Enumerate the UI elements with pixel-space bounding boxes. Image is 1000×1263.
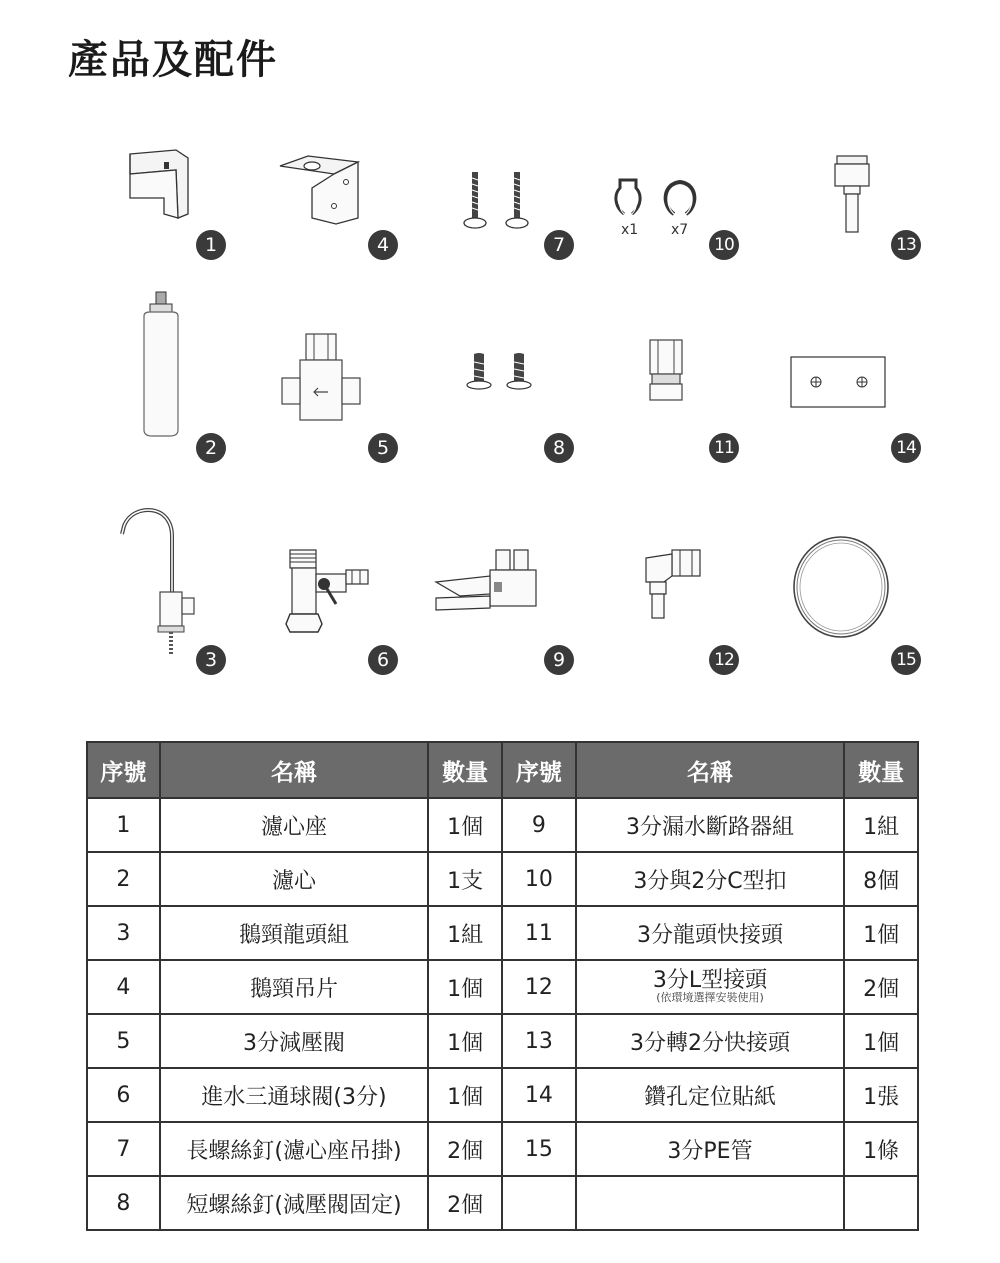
cell-text: 3分轉2分快接頭 [629, 1030, 790, 1056]
cell-text: 短螺絲釘(減壓閥固定) [186, 1192, 402, 1218]
table-cell-no [87, 960, 160, 1014]
cell-text: 濾心座 [260, 814, 327, 840]
part-number-badge: 6 [368, 645, 398, 675]
table-cell-no [502, 852, 576, 906]
part-number-badge: 2 [196, 433, 226, 463]
table-cell-no [502, 1014, 576, 1068]
elbow-connector-icon [642, 546, 706, 626]
part-number-badge: 8 [544, 433, 574, 463]
cell-text: 進水三通球閥(3分) [201, 1084, 387, 1110]
table-cell-no [502, 906, 576, 960]
cell-text: 3 [116, 920, 131, 946]
faucet-icon [116, 506, 198, 662]
cell-text: 15 [524, 1136, 553, 1162]
table-cell-qty [844, 1068, 918, 1122]
cell-text: 3分龍頭快接頭 [636, 922, 783, 948]
table-cell-qty [428, 1014, 502, 1068]
table-cell-qty [428, 798, 502, 852]
cell-text: 1個 [447, 1084, 484, 1110]
cell-text: 11 [524, 920, 553, 946]
cell-text: 1組 [447, 922, 484, 948]
table-cell-name [160, 1014, 429, 1068]
table-cell-no [87, 1068, 160, 1122]
table-cell-qty [428, 852, 502, 906]
reducer-connector-icon [832, 154, 872, 240]
part-number-badge: 10 [709, 230, 739, 260]
page-title: 產品及配件 [68, 37, 278, 83]
table-header-row [87, 742, 918, 798]
long-screws-icon [458, 170, 538, 236]
cell-text: 鑽孔定位貼紙 [643, 1084, 776, 1110]
table-cell-name [160, 960, 429, 1014]
part-number-badge: 7 [544, 230, 574, 260]
table-cell-name [160, 1122, 429, 1176]
table-cell-qty [844, 852, 918, 906]
cell-text: 長螺絲釘(濾心座吊掛) [186, 1138, 402, 1164]
table-row [87, 852, 918, 906]
table-cell-name [160, 906, 429, 960]
table-row [87, 1176, 918, 1230]
bracket-icon [278, 152, 363, 231]
cell-text: 2個 [447, 1192, 484, 1218]
table-cell-name [160, 1068, 429, 1122]
cell-text: 13 [524, 1028, 553, 1054]
cell-text: 1個 [863, 1030, 900, 1056]
clip-quantity-label: x1 [621, 222, 639, 238]
cell-text: 8 [116, 1190, 131, 1216]
table-row [87, 1122, 918, 1176]
table-row [87, 798, 918, 852]
table-cell-name [576, 1122, 845, 1176]
cell-text: 2 [116, 866, 131, 892]
table-cell-qty [428, 1122, 502, 1176]
table-cell-qty [844, 906, 918, 960]
drill-sticker-icon [790, 356, 886, 412]
table-cell-name [576, 1176, 845, 1230]
table-cell-name [576, 852, 845, 906]
ball-valve-icon [276, 544, 376, 640]
cell-text: 1個 [447, 814, 484, 840]
cell-text: 1 [116, 812, 131, 838]
table-row [87, 1014, 918, 1068]
part-number-badge: 11 [709, 433, 739, 463]
cell-text: 4 [116, 974, 131, 1000]
table-cell-no [502, 1068, 576, 1122]
clip-quantity-label: x7 [671, 222, 689, 238]
part-number-badge: 9 [544, 645, 574, 675]
column-header: 數量 [428, 742, 502, 798]
part-number-badge: 1 [196, 230, 226, 260]
cell-text: 1個 [447, 976, 484, 1002]
cell-text: 3分減壓閥 [242, 1030, 345, 1056]
cell-text: 5 [116, 1028, 131, 1054]
c-clips-icon [612, 176, 707, 225]
table-cell-no [87, 906, 160, 960]
short-screws-icon [462, 352, 542, 396]
table-cell-no [87, 1014, 160, 1068]
cell-text: 3分與2分C型扣 [633, 868, 787, 894]
cell-text: 3分L型接頭 [652, 968, 768, 993]
pe-tube-icon [790, 534, 892, 644]
cell-text: 2個 [863, 976, 900, 1002]
table-cell-qty [844, 1122, 918, 1176]
cell-text: 1個 [863, 922, 900, 948]
cell-text: 鵝頸吊片 [249, 976, 338, 1002]
table-row [87, 960, 918, 1014]
table-row [87, 906, 918, 960]
table-cell-qty [844, 1014, 918, 1068]
column-header: 數量 [844, 742, 918, 798]
column-header: 名稱 [576, 742, 845, 798]
filter-cartridge-icon [140, 290, 182, 444]
cell-text: 1張 [863, 1084, 900, 1110]
table-cell-qty [428, 1068, 502, 1122]
table-cell-name [576, 960, 845, 1014]
cell-text: 9 [531, 812, 546, 838]
table-cell-name [160, 798, 429, 852]
table-cell-qty [844, 960, 918, 1014]
quick-connector-icon [646, 338, 686, 410]
table-cell-qty [844, 1176, 918, 1230]
part-number-badge: 12 [709, 645, 739, 675]
cell-text: 2個 [447, 1138, 484, 1164]
part-number-badge: 13 [891, 230, 921, 260]
table-cell-name [576, 1014, 845, 1068]
table-cell-no [502, 960, 576, 1014]
part-number-badge: 3 [196, 645, 226, 675]
cell-text: 鵝頸龍頭組 [238, 922, 349, 948]
cell-text: 1條 [863, 1138, 900, 1164]
cell-text: 8個 [863, 868, 900, 894]
table-cell-qty [428, 1176, 502, 1230]
table-cell-no [502, 798, 576, 852]
table-cell-name [160, 1176, 429, 1230]
cell-text: 6 [116, 1082, 131, 1108]
table-cell-qty [844, 798, 918, 852]
cell-text: 1支 [447, 868, 484, 894]
cell-text: 濾心 [271, 868, 316, 894]
part-number-badge: 5 [368, 433, 398, 463]
install-note: (依環境選擇安裝使用) [656, 991, 764, 1004]
part-number-badge: 14 [891, 433, 921, 463]
cell-text: 12 [524, 974, 553, 1000]
filter-base-icon [124, 148, 194, 227]
table-row [87, 1068, 918, 1122]
column-header: 名稱 [160, 742, 429, 798]
cell-text: 1個 [447, 1030, 484, 1056]
table-cell-name [160, 852, 429, 906]
parts-table [86, 741, 919, 1231]
table-cell-no [87, 1176, 160, 1230]
table-cell-no [87, 798, 160, 852]
cell-text: 3分漏水斷路器組 [625, 814, 794, 840]
leak-stop-icon [434, 546, 544, 620]
part-number-badge: 4 [368, 230, 398, 260]
cell-text: 7 [116, 1136, 131, 1162]
cell-text: 10 [524, 866, 553, 892]
cell-text: 14 [524, 1082, 553, 1108]
table-cell-qty [428, 960, 502, 1014]
column-header: 序號 [87, 742, 160, 798]
part-number-badge: 15 [891, 645, 921, 675]
column-header: 序號 [502, 742, 576, 798]
table-cell-no [87, 1122, 160, 1176]
table-cell-no [502, 1176, 576, 1230]
cell-text: 3分PE管 [667, 1138, 753, 1164]
table-cell-name [576, 1068, 845, 1122]
table-cell-no [502, 1122, 576, 1176]
cell-text: 1組 [863, 814, 900, 840]
table-cell-name [576, 906, 845, 960]
pressure-valve-icon [278, 328, 364, 430]
table-cell-qty [428, 906, 502, 960]
table-cell-no [87, 852, 160, 906]
table-cell-name [576, 798, 845, 852]
